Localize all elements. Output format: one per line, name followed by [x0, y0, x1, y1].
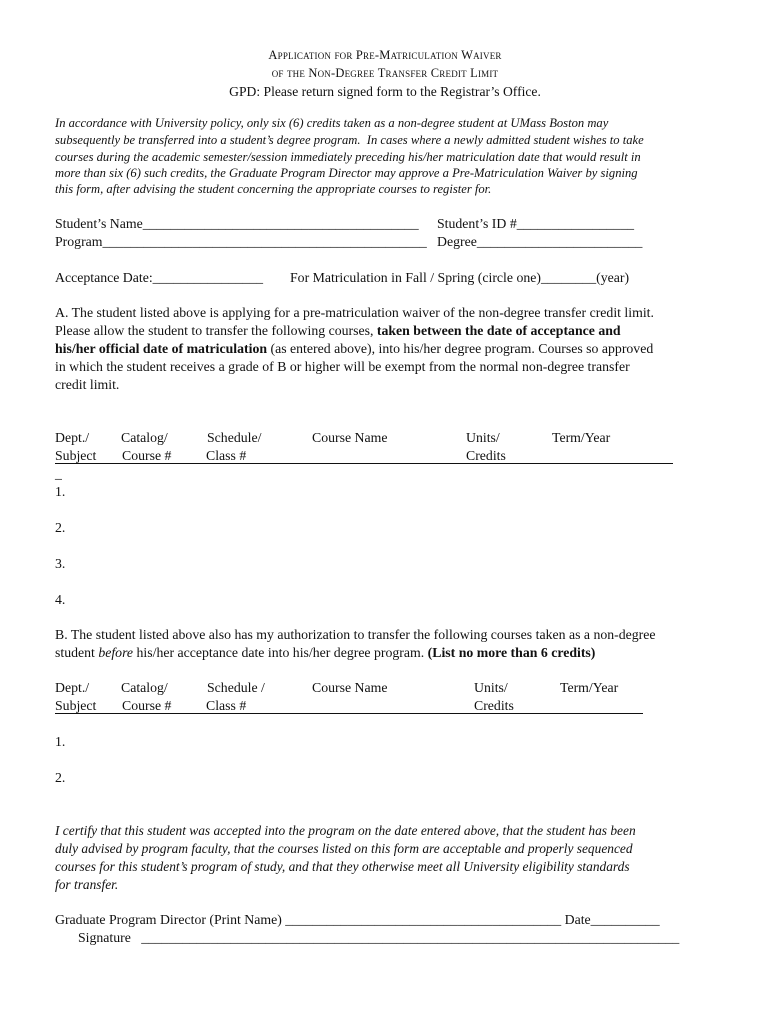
- a-row-1[interactable]: 1.: [55, 484, 66, 499]
- section-a-line-1: A. The student listed above is applying for a pre-matriculation waiver of the non-degree transfer credit limit.: [55, 305, 654, 320]
- section-b-line-2: [55, 645, 595, 661]
- form-subtitle: of the Non-Degree Transfer Credit Limit: [271, 66, 499, 80]
- a-col-dept-bottom: Subject: [55, 448, 97, 463]
- intro-line-1: In accordance with University policy, only six (6) credits taken as a non-degree student at UMass Boston may: [55, 116, 609, 130]
- section-b-line-2-a: student: [55, 645, 99, 660]
- a-header-underline: [55, 463, 673, 464]
- b-row-1[interactable]: 1.: [55, 734, 66, 749]
- a-col-catalog-bottom: Course #: [122, 448, 172, 463]
- b-col-dept-bottom: Subject: [55, 698, 97, 713]
- section-a-line-2-plain: Please allow the student to transfer the following courses,: [55, 323, 377, 338]
- a-row-4[interactable]: 4.: [55, 592, 66, 607]
- form-title: Application for Pre-Matriculation Waiver: [268, 48, 502, 62]
- a-col-dept-top: Dept./: [55, 430, 90, 445]
- section-a-line-4: in which the student receives a grade of B or higher will be exempt from the normal non-degree transfer: [55, 359, 630, 374]
- b-col-units-bottom: Credits: [474, 698, 514, 713]
- b-col-term: Term/Year: [560, 680, 619, 695]
- a-row-2[interactable]: 2.: [55, 520, 66, 535]
- degree-field[interactable]: Degree________________________: [437, 234, 643, 249]
- b-row-2[interactable]: 2.: [55, 770, 66, 785]
- director-name-field[interactable]: Graduate Program Director (Print Name) ________________________________________ Date__________: [55, 912, 660, 927]
- certify-line-1: I certify that this student was accepted into the program on the date entered above, that the student has been: [55, 823, 636, 838]
- student-name-field[interactable]: Student’s Name________________________________________: [55, 216, 419, 231]
- a-row-3[interactable]: 3.: [55, 556, 66, 571]
- section-a-line-5: credit limit.: [55, 377, 120, 392]
- section-a-line-3-bold: his/her official date of matriculation: [55, 341, 268, 356]
- signature-field[interactable]: Signature ______________________________________________________________________________: [78, 930, 680, 945]
- a-col-catalog-top: Catalog/: [121, 430, 168, 445]
- b-col-catalog-top: Catalog/: [121, 680, 168, 695]
- section-a-line-3-plain: (as entered above), into his/her degree program. Courses so approved: [267, 341, 654, 356]
- section-b-line-2-bold: (List no more than 6 credits): [427, 645, 596, 660]
- section-b-line-1: B. The student listed above also has my authorization to transfer the following courses taken as a non-degree: [55, 627, 656, 642]
- a-col-schedule-top: Schedule/: [207, 430, 262, 445]
- intro-line-2: subsequently be transferred into a student’s degree program. In cases where a newly admitted student wishes to take: [55, 133, 644, 147]
- acceptance-date-field[interactable]: Acceptance Date:________________: [55, 270, 264, 285]
- b-header-underline: [55, 713, 643, 714]
- program-field[interactable]: Program_______________________________________________: [55, 234, 427, 249]
- intro-line-5: this form, after advising the student concerning the appropriate courses to register for.: [55, 182, 492, 196]
- a-col-schedule-bottom: Class #: [206, 448, 247, 463]
- b-col-dept-top: Dept./: [55, 680, 90, 695]
- b-col-schedule-bottom: Class #: [206, 698, 247, 713]
- section-b-line-2-italic: before: [98, 645, 134, 660]
- certify-line-2: duly advised by program faculty, that the courses listed on this form are acceptable and properly sequenced: [55, 841, 633, 856]
- student-id-field[interactable]: Student’s ID #_________________: [437, 216, 634, 231]
- section-a-line-2: [55, 323, 621, 339]
- a-col-units-top: Units/: [466, 430, 500, 445]
- form-instruction: GPD: Please return signed form to the Registrar’s Office.: [229, 84, 541, 99]
- intro-line-3: courses during the academic semester/session immediately preceding his/her matriculation date that would result in: [55, 150, 641, 164]
- intro-line-4: more than six (6) such credits, the Graduate Program Director may approve a Pre-Matriculation Waiver by signing: [55, 166, 638, 180]
- a-col-term: Term/Year: [552, 430, 611, 445]
- matriculation-field[interactable]: For Matriculation in Fall / Spring (circle one)________(year): [290, 270, 630, 285]
- a-col-units-bottom: Credits: [466, 448, 506, 463]
- certify-line-4: for transfer.: [55, 877, 119, 892]
- b-col-catalog-bottom: Course #: [122, 698, 172, 713]
- section-a-line-2-bold: taken between the date of acceptance and: [376, 323, 621, 338]
- b-col-course-name: Course Name: [312, 680, 388, 695]
- certify-line-3: courses for this student’s program of study, and that they otherwise meet all University eligibility standards: [55, 859, 630, 874]
- b-col-schedule-top: Schedule /: [207, 680, 265, 695]
- a-stray-mark: _: [55, 466, 62, 481]
- section-b-line-2-b: his/her acceptance date into his/her degree program.: [133, 645, 428, 660]
- a-col-course-name: Course Name: [312, 430, 388, 445]
- section-a-line-3: [55, 341, 653, 357]
- b-col-units-top: Units/: [474, 680, 508, 695]
